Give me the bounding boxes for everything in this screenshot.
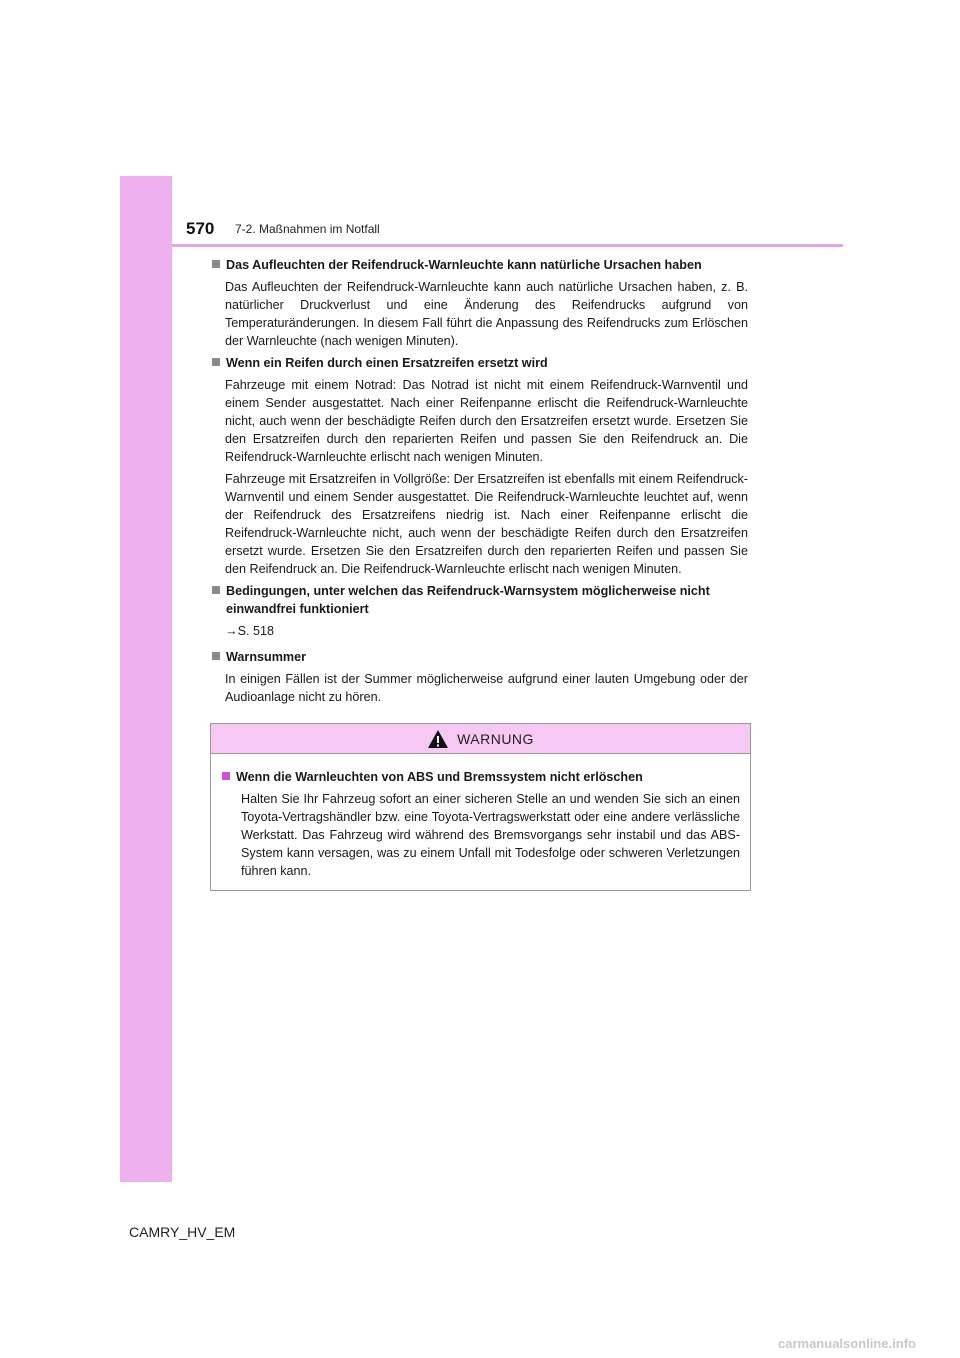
- item-heading: [211, 354, 748, 372]
- item-heading-text: Warnsummer: [226, 650, 307, 664]
- item-heading: [211, 582, 748, 618]
- warning-body: [211, 754, 750, 880]
- item-conditions: [211, 582, 748, 640]
- warning-heading: [221, 768, 740, 786]
- item-heading-text: Wenn ein Reifen durch einen Ersatzreifen ersetzt wird: [226, 356, 548, 370]
- item-spare-tire: [211, 354, 748, 578]
- warning-title: WARNUNG: [457, 730, 534, 747]
- warning-header: [211, 724, 750, 754]
- warning-heading-text: Wenn die Warnleuchten von ABS und Bremssystem nicht erlöschen: [236, 770, 643, 784]
- square-bullet-icon: [212, 586, 220, 594]
- square-bullet-icon: [222, 772, 230, 780]
- warning-text: Halten Sie Ihr Fahrzeug sofort an einer sicheren Stelle an und wenden Sie sich an einen Toyota-Vertragshändler bzw. eine Toyota-Vertragswerkstatt oder eine andere verlässliche Werkstatt. Das Fahrzeug wird während des Bremsvorgangs sehr instabil und das ABS-System kann versagen, was zu einem Unfall mit Todesfolge oder schweren Verletzungen führen kann.: [241, 792, 740, 878]
- square-bullet-icon: [212, 358, 220, 366]
- item-heading-text: Das Aufleuchten der Reifendruck-Warnleuchte kann natürliche Ursachen haben: [226, 258, 702, 272]
- warning-triangle-icon: [427, 729, 449, 749]
- paragraph: Fahrzeuge mit Ersatzreifen in Vollgröße: Der Ersatzreifen ist ebenfalls mit einem Reifendruck-Warnventil und einem Sender ausgestattet. Die Reifendruck-Warnleuchte leuchtet auf, wenn der Reifendruck des Ersatzreifens niedrig ist. Nach einer Reifenpanne erlischt die Reifendruck-Warnleuchte nicht, auch wenn der beschädigte Reifen durch den Ersatzreifen ersetzt wurde. Ersetzen Sie den Ersatzreifen durch den reparierten Reifen und passen Sie den Reifendruck an. Die Reifendruck-Warnleuchte erlischt nach wenigen Minuten.: [225, 472, 748, 576]
- paragraph: Das Aufleuchten der Reifendruck-Warnleuchte kann auch natürliche Ursachen haben, z. B. natürlicher Druckverlust und eine Änderung des Reifendrucks aufgrund von Temperaturänderungen. In diesem Fall führt die Anpassung des Reifendrucks zum Erlöschen der Warnleuchte (nach wenigen Minuten).: [225, 280, 748, 348]
- section-title: 7-2. Maßnahmen im Notfall: [235, 222, 380, 236]
- watermark: carmanualsonline.info: [778, 1336, 916, 1351]
- item-heading: [211, 256, 748, 274]
- item-heading: [211, 648, 748, 666]
- page-number: 570: [186, 219, 215, 238]
- item-heading-text: Bedingungen, unter welchen das Reifendruck-Warnsystem möglicherweise nicht einwandfrei funktioniert: [226, 584, 710, 616]
- square-bullet-icon: [212, 652, 220, 660]
- header-rule: [172, 244, 843, 247]
- item-buzzer: [211, 648, 748, 706]
- page-reference-link[interactable]: →S. 518: [225, 624, 275, 638]
- page-content: [211, 256, 748, 710]
- footer-model-code: CAMRY_HV_EM: [129, 1224, 236, 1240]
- warning-box: [210, 723, 751, 891]
- paragraph: In einigen Fällen ist der Summer möglicherweise aufgrund einer lauten Umgebung oder der Audioanlage nicht zu hören.: [225, 672, 748, 704]
- item-natural-causes: [211, 256, 748, 350]
- chapter-tab-strip: [120, 176, 172, 1182]
- paragraph: Fahrzeuge mit einem Notrad: Das Notrad ist nicht mit einem Reifendruck-Warnventil und einem Sender ausgestattet. Nach einer Reifenpanne erlischt die Reifendruck-Warnleuchte nicht, auch wenn der beschädigte Reifen durch den Ersatzreifen ersetzt wurde. Ersetzen Sie den Ersatzreifen durch den reparierten Reifen und passen Sie den Reifendruck an. Die Reifendruck-Warnleuchte erlischt nach wenigen Minuten.: [225, 378, 748, 464]
- square-bullet-icon: [212, 260, 220, 268]
